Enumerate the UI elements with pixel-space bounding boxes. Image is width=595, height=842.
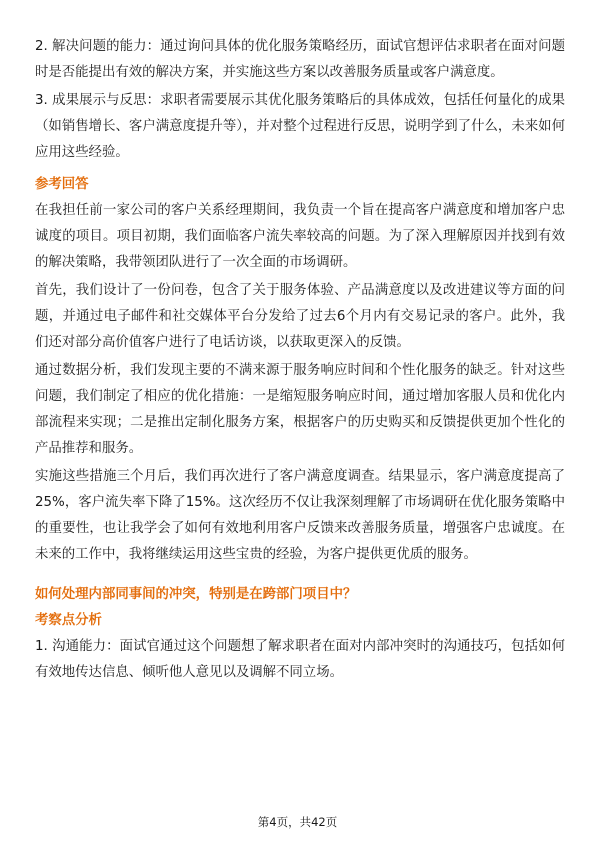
answer-paragraph: 实施这些措施三个月后，我们再次进行了客户满意度调查。结果显示，客户满意度提高了25%，客户流失率下降了15%。这次经历不仅让我深刻理解了市场调研在优化服务策略中的重要性，也让我学会了如何有效地利用客户反馈来改善服务质量，增强客户忠诚度。在未来的工作中，我将继续运用这些宝贵的经验，为客户提供更优质的服务。 xyxy=(35,469,565,562)
point-paragraph: 2. 解决问题的能力：通过询问具体的优化服务策略经历，面试官想评估求职者在面对问题时是否能提出有效的解决方案，并实施这些方案以改善服务质量或客户满意度。 xyxy=(35,39,565,80)
answer-paragraph: 通过数据分析，我们发现主要的不满来源于服务响应时间和个性化服务的缺乏。针对这些问题，我们制定了相应的优化措施：一是缩短服务响应时间，通过增加客服人员和优化内部流程来实现；二是推出定制化服务方案，根据客户的历史购买和反馈提供更加个性化的产品推荐和服务。 xyxy=(35,363,565,456)
answer-paragraph: 首先，我们设计了一份问卷，包含了关于服务体验、产品满意度以及改进建议等方面的问题，并通过电子邮件和社交媒体平台分发给了过去6个月内有交易记录的客户。此外，我们还对部分高价值客户进行了电话访谈，以获取更深入的反馈。 xyxy=(35,283,565,350)
analysis-heading: 考察点分析 xyxy=(35,613,102,628)
page-number: 第4页，共42页 xyxy=(257,815,338,829)
point-paragraph: 3. 成果展示与反思：求职者需要展示其优化服务策略后的具体成效，包括任何量化的成果（如销售增长、客户满意度提升等），并对整个过程进行反思，说明学到了什么，未来如何应用这些经验。 xyxy=(35,93,565,160)
question-title: 如何处理内部同事间的冲突，特别是在跨部门项目中？ xyxy=(35,587,357,602)
point-paragraph: 1. 沟通能力：面试官通过这个问题想了解求职者在面对内部冲突时的沟通技巧，包括如何有效地传达信息、倾听他人意见以及调解不同立场。 xyxy=(35,639,565,680)
document-page xyxy=(35,34,565,688)
answer-paragraph: 在我担任前一家公司的客户关系经理期间，我负责一个旨在提高客户满意度和增加客户忠诚度的项目。项目初期，我们面临客户流失率较高的问题。为了深入理解原因并找到有效的解决策略，我带领团队进行了一次全面的市场调研。 xyxy=(35,203,565,270)
reference-answer-heading: 参考回答 xyxy=(35,177,89,192)
